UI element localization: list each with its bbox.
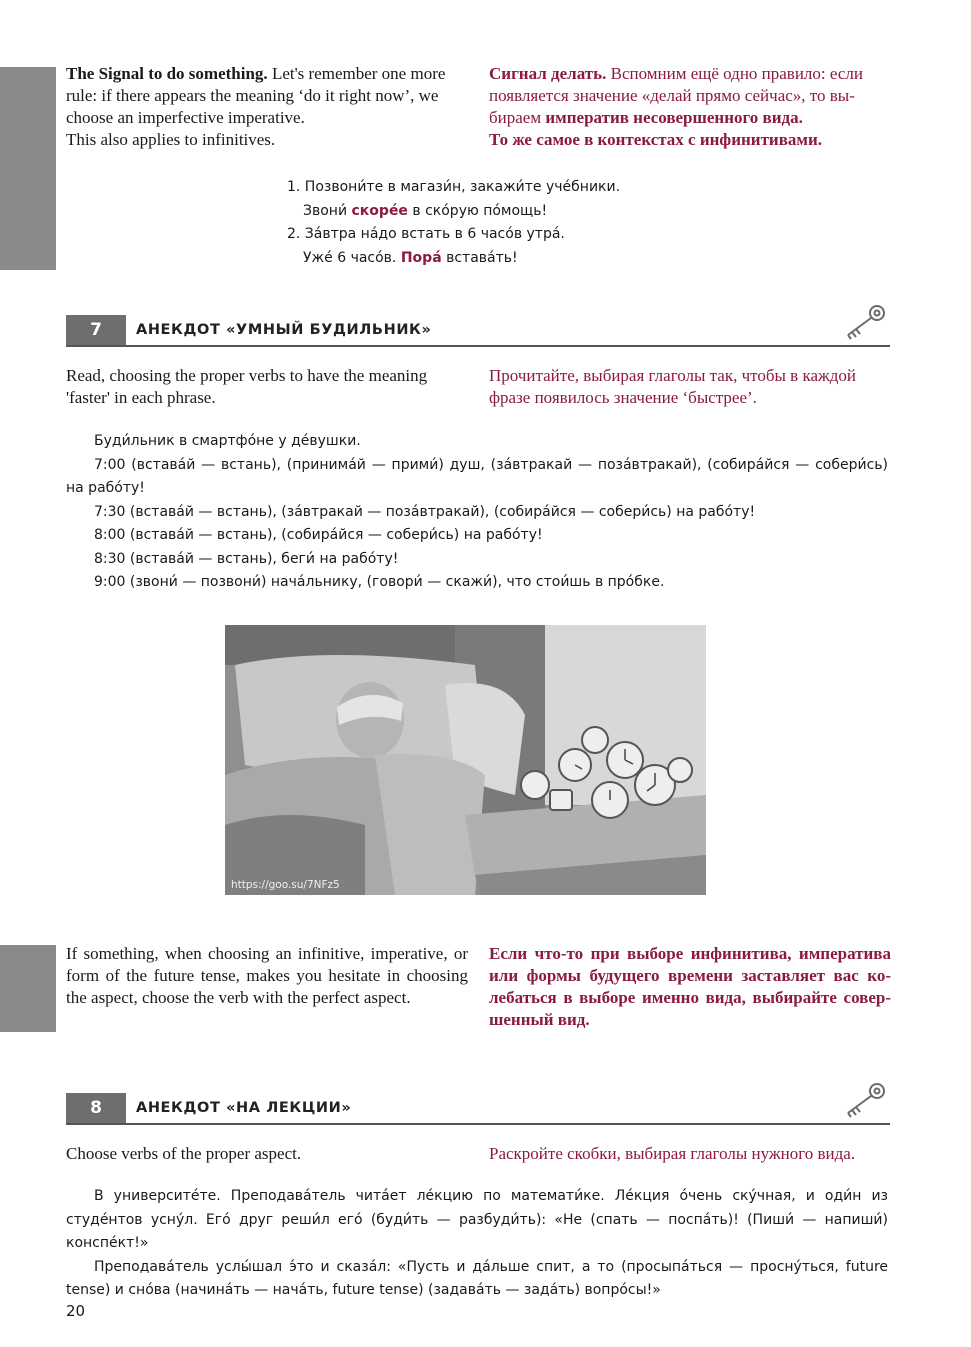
example-line-4 — [287, 247, 620, 271]
page-number: 20 — [66, 1302, 86, 1320]
section-7-number: 7 — [66, 315, 126, 345]
section-7-line-1: Буди́льник в смартфóне у дéвушки. — [94, 433, 361, 449]
key-icon — [842, 303, 888, 343]
section-8-header — [66, 1093, 890, 1125]
section-7-header — [66, 315, 890, 347]
section-7-line-3: 7:30 (вставáй — встань), (зáвтракай — позáвтракай), (собирáйся — собери́сь) на рабóту! — [94, 503, 756, 520]
signal-title-en: The Signal to do something. — [66, 64, 268, 83]
signal-body-en: Let's remember one more rule: if there appears the meaning ‘do it right now’, we choose an imperfective imperative. — [66, 64, 446, 127]
section-7-line-5: 8:30 (вставáй — встань), беги́ на рабóту! — [94, 550, 399, 567]
example-line-2 — [287, 200, 620, 224]
example-line-2-a: Звони́ — [303, 202, 352, 219]
section-7-instruction-en: Read, choosing the proper verbs to have the meaning 'faster' in each phrase. — [66, 366, 428, 407]
examples-list — [287, 176, 620, 270]
section-8-number: 8 — [66, 1093, 126, 1123]
section-8-paragraph-1: В университéте. Преподавáтель читáет лéкцию по математи́ке. Лéкция óчень скýчная, и оди́н из студéнтов уснýл. Егó друг реши́л егó (буди́ть — разбуди́ть): «Не (спать — поспáть)! (Пиши́ — напиши́) конспéкт!» — [66, 1188, 888, 1251]
section-7-line-4: 8:00 (вставáй — встань), (собирáйся — собери́сь) на рабóту! — [94, 527, 543, 543]
section-7-title: АНЕКДОТ «УМНЫЙ БУДИЛЬНИК» — [136, 322, 432, 338]
section-8-instruction-ru: Раскройте скобки, выбирая глаголы нужного вида. — [489, 1144, 856, 1163]
section-8-instruction-en: Choose verbs of the proper aspect. — [66, 1144, 302, 1163]
example-line-2-highlight: скорée — [351, 202, 408, 219]
photo-credit: https://goo.su/7NFz5 — [231, 879, 340, 891]
signal-body2-ru: То же самое в контекстах с инфинитивами. — [489, 130, 823, 149]
section-7-line-6: 9:00 (звони́ — позвони́) начáльнику, (говори́ — скажи́), что стои́шь в прóбке. — [94, 574, 665, 590]
side-tab-middle — [0, 945, 56, 1032]
example-line-1: 1. Позвони́те в магази́н, закажи́те учéбники. — [287, 179, 621, 195]
perfect-aspect-rule-en: If something, when choosing an infinitive, imperative, or form of the future tense, makes you hesitate in choosing the aspect, choose the verb with the perfect aspect. — [66, 944, 468, 1007]
section-8-text — [66, 1185, 888, 1303]
example-line-4-highlight: Порá — [400, 249, 442, 266]
example-line-2-c: в скóрую пóмощь! — [407, 202, 548, 219]
example-line-3: 2. Зáвтра нáдо встать в 6 часóв утрá. — [287, 226, 565, 242]
example-line-4-c: вставáть! — [441, 249, 518, 266]
section-7-instruction-ru: Прочитайте, выбирая глаголы так, чтобы в каждой фразе появилось значение ‘быстрее’. — [489, 366, 857, 407]
section-7-text — [66, 430, 888, 595]
section-8-paragraph-2: Преподавáтель услы́шал э́то и сказáл: «Пусть и дáльше спит, а то (просыпáться — проснýться, future tense) и снóва (начинáть — начáть, future tense) (задавáть — задáть) вопрóсы!» — [66, 1258, 888, 1298]
photo-sleeping-woman-alarm-clocks — [225, 625, 706, 895]
side-tab-top — [0, 67, 56, 270]
signal-rule-english — [66, 63, 468, 151]
example-line-4-a: Уже́ 6 часóв. — [303, 249, 401, 266]
signal-title-ru: Сигнал делать. — [489, 64, 607, 83]
key-icon — [842, 1081, 888, 1121]
signal-body2-en: This also applies to infinitives. — [66, 130, 276, 149]
signal-bold-ru: императив несовершенного вида. — [545, 108, 803, 127]
section-8-title: АНЕКДОТ «НА ЛЕКЦИИ» — [136, 1100, 352, 1116]
section-7-line-2: 7:00 (вставáй — встань), (принимáй — прими́) душ, (зáвтракай — позáвтракай), (собирáйся — собери́сь) на рабóту! — [66, 456, 888, 496]
photo-illustration — [225, 625, 706, 895]
perfect-aspect-rule-ru: Если что-то при выборе инфинитива, императива или формы будущего времени заставляет вас колебаться в выборе именно вида, выбирайте совершенный вид. — [489, 944, 891, 1029]
signal-body-ru: Вспомним ещё одно правило: если появляется значение «делай прямо сейчас», то выбираем — [489, 64, 863, 127]
signal-rule-russian — [489, 63, 891, 151]
